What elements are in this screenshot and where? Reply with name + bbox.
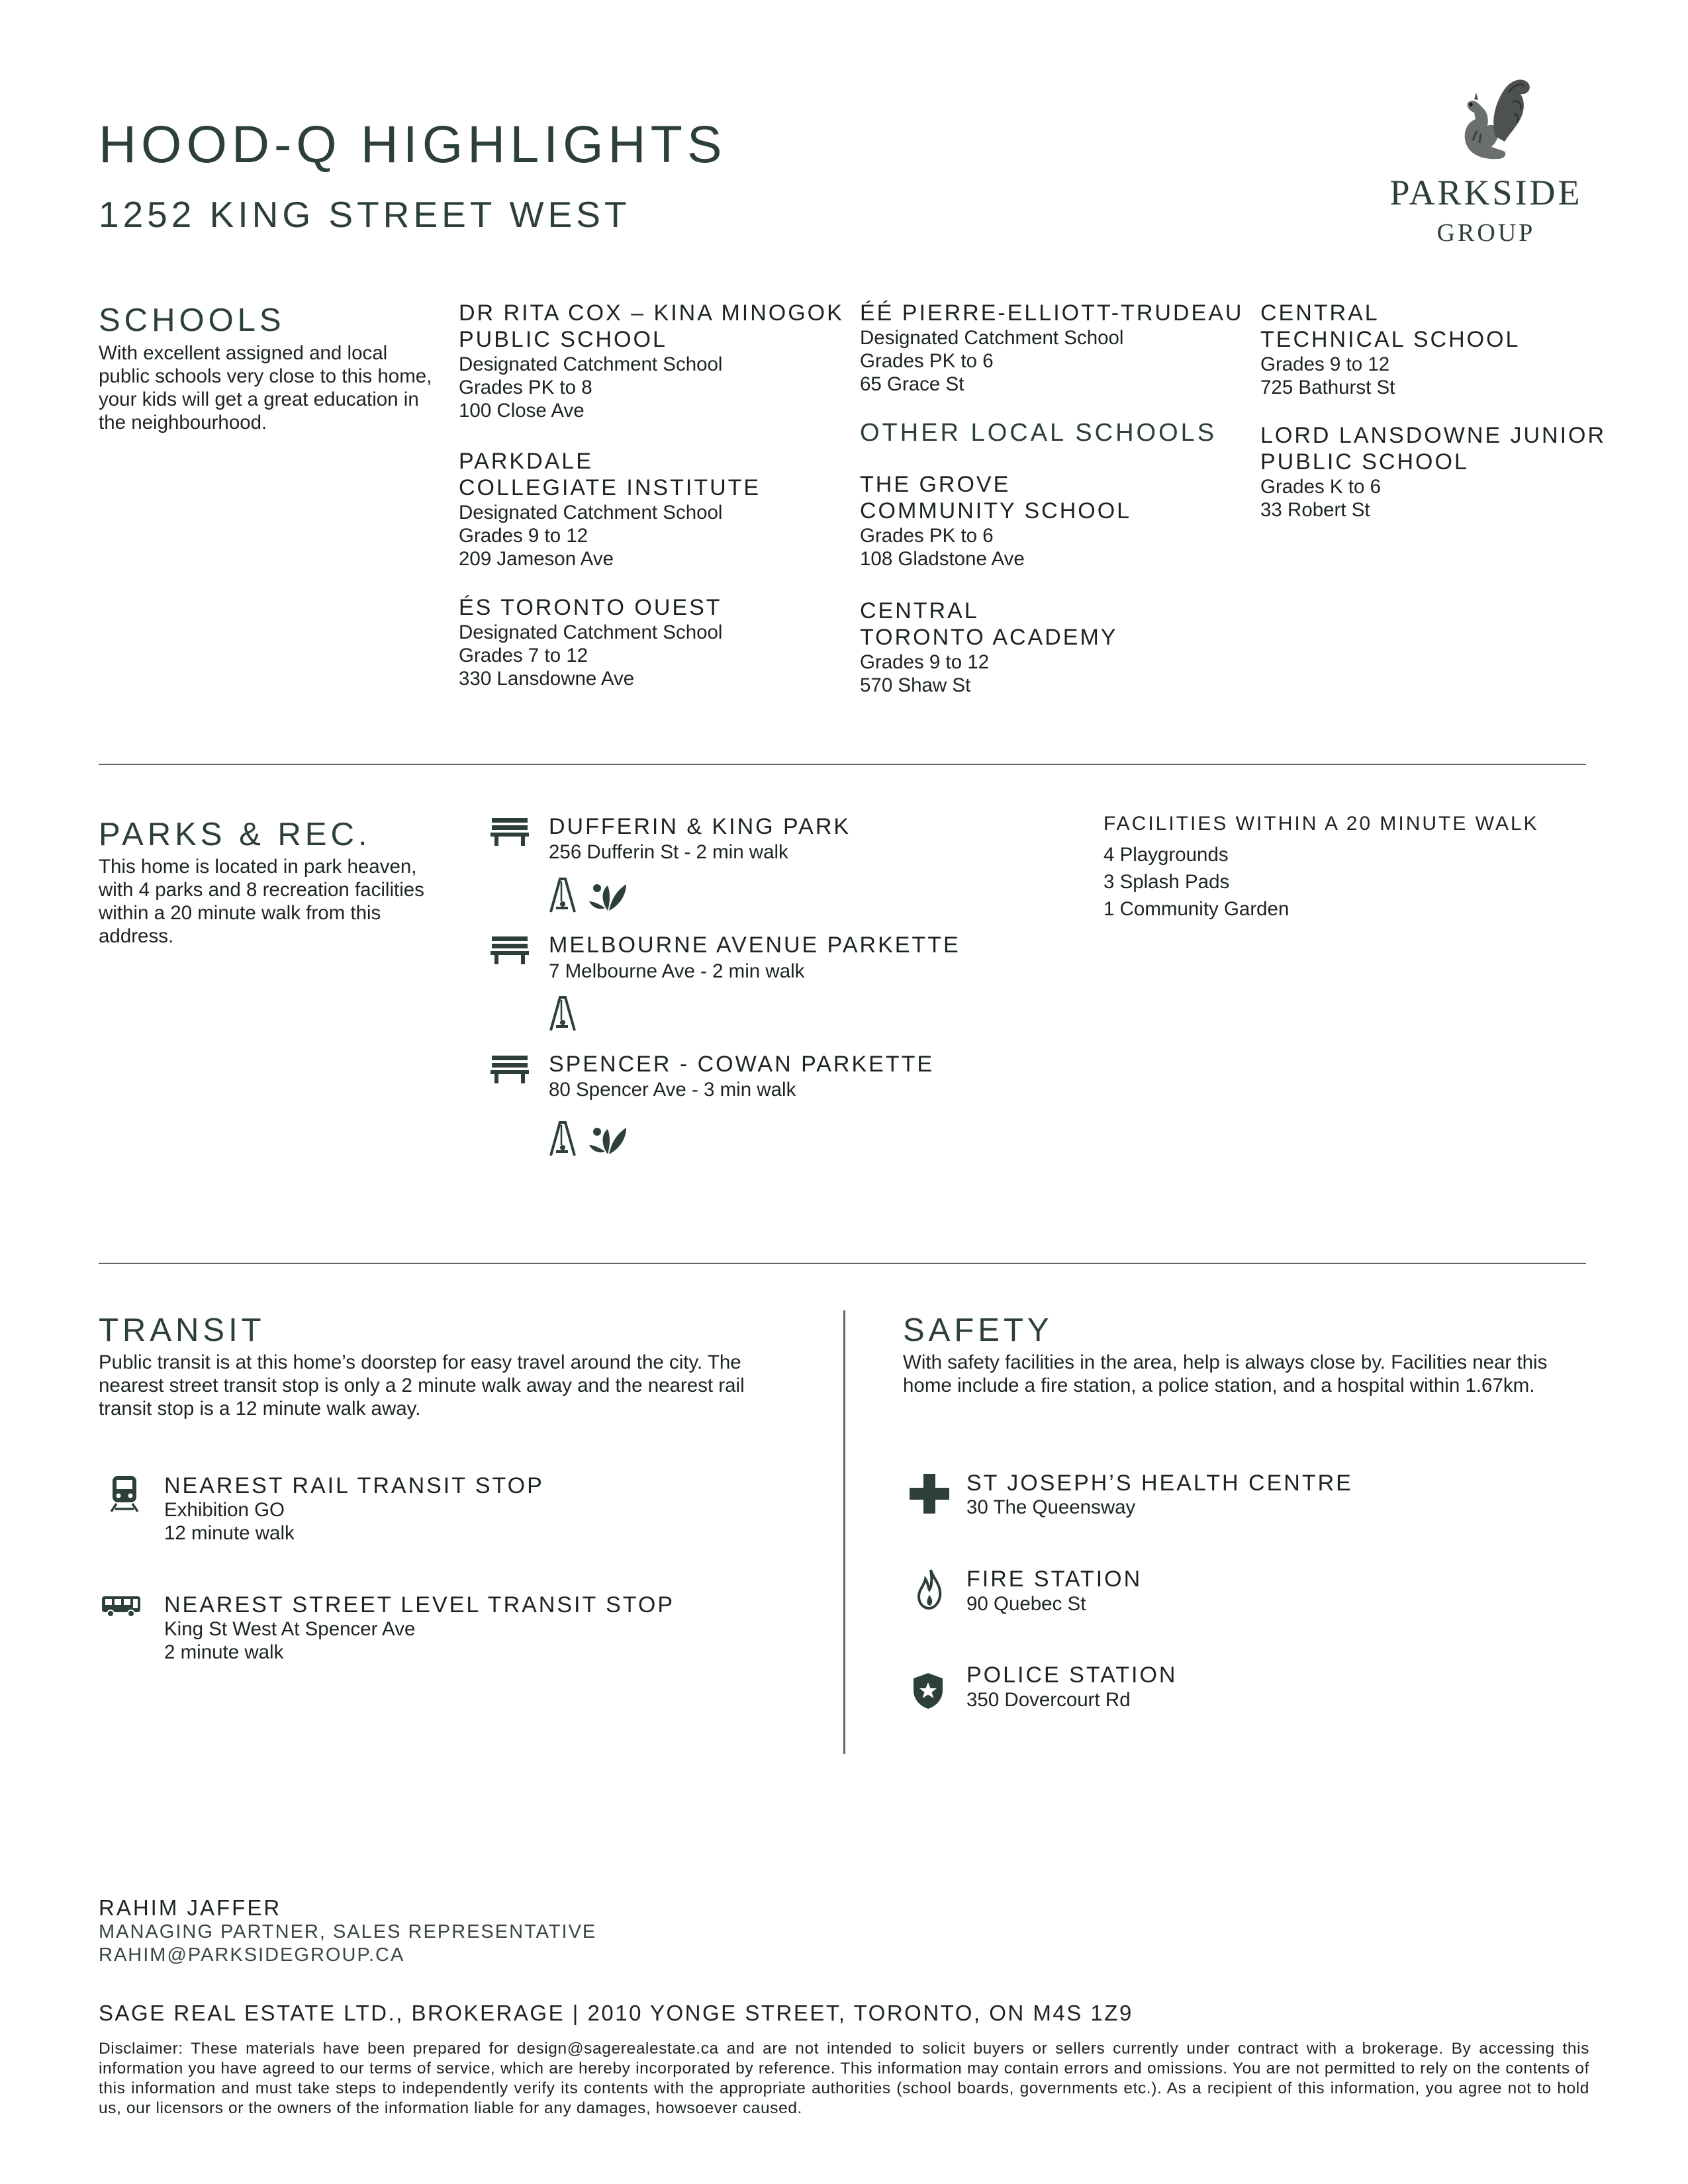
school-grades: Grades 9 to 12	[459, 525, 588, 547]
school-entry	[459, 594, 856, 690]
street-transit-stop: King St West At Spencer Ave	[164, 1618, 416, 1640]
school-name: PARKDALE	[459, 449, 593, 474]
school-address: 65 Grace St	[860, 373, 964, 395]
school-name: ÉS TORONTO OUEST	[459, 595, 722, 620]
school-type: Designated Catchment School	[860, 327, 1124, 349]
park-detail: 7 Melbourne Ave - 2 min walk	[549, 960, 805, 982]
column-divider	[843, 1310, 845, 1754]
school-address: 33 Robert St	[1260, 499, 1370, 521]
section-divider	[99, 764, 1586, 765]
property-address: 1252 KING STREET WEST	[99, 194, 631, 235]
medical-cross-icon	[910, 1474, 949, 1514]
logo-wordmark: PARKSIDE	[1389, 173, 1583, 212]
school-entry	[1260, 422, 1658, 522]
park-bench-icon	[491, 1054, 529, 1085]
school-grades: Grades PK to 6	[860, 350, 994, 372]
school-name: COMMUNITY SCHOOL	[860, 498, 1132, 523]
other-schools-title: OTHER LOCAL SCHOOLS	[860, 419, 1217, 447]
park-bench-icon	[491, 935, 529, 966]
section-divider	[99, 1263, 1586, 1264]
school-name: ÉÉ PIERRE-ELLIOTT-TRUDEAU	[860, 300, 1244, 326]
school-grades: Grades 7 to 12	[459, 645, 588, 666]
school-address: 209 Jameson Ave	[459, 548, 614, 570]
school-entry	[459, 300, 856, 422]
street-transit-title: NEAREST STREET LEVEL TRANSIT STOP	[164, 1592, 675, 1617]
facility-item: 3 Splash Pads	[1103, 871, 1230, 893]
splash-pad-icon	[588, 875, 629, 912]
playground-swing-icon	[547, 1120, 579, 1157]
school-entry	[860, 598, 1257, 697]
school-grades: Grades 9 to 12	[1260, 353, 1390, 375]
school-name: CENTRAL	[860, 598, 979, 623]
school-name: TORONTO ACADEMY	[860, 625, 1118, 650]
school-entry	[459, 448, 856, 570]
squirrel-logo-icon	[1440, 73, 1532, 162]
transit-intro: Public transit is at this home’s doorstep for easy travel around the city. The nearest street transit stop is only a 2 minute walk away and the nearest rail transit stop is a 12 minute walk away.	[99, 1351, 745, 1420]
school-name: LORD LANSDOWNE JUNIOR	[1260, 423, 1607, 448]
parks-section-title: PARKS & REC.	[99, 817, 371, 852]
school-name: CENTRAL	[1260, 300, 1380, 326]
schools-intro: With excellent assigned and local public schools very close to this home, your kids will get a great education in the neighbourhood.	[99, 342, 432, 433]
school-entry	[860, 471, 1257, 570]
police-shield-icon	[912, 1672, 944, 1710]
safety-intro: With safety facilities in the area, help is always close by. Facilities near this home include a fire station, a police station, and a hospital within 1.67km.	[903, 1351, 1548, 1396]
school-grades: Grades PK to 8	[459, 377, 592, 398]
school-name: PUBLIC SCHOOL	[1260, 449, 1469, 475]
brokerage-line: SAGE REAL ESTATE LTD., BROKERAGE | 2010 YONGE STREET, TORONTO, ON M4S 1Z9	[99, 2001, 1133, 2025]
splash-pad-icon	[588, 1118, 629, 1156]
school-entry	[860, 300, 1257, 396]
agent-name: RAHIM JAFFER	[99, 1895, 282, 1920]
rail-transit-stop: Exhibition GO	[164, 1499, 285, 1521]
logo-subtitle: GROUP	[1436, 219, 1536, 247]
playground-swing-icon	[547, 995, 579, 1032]
school-entry	[1260, 300, 1631, 399]
fire-icon	[917, 1569, 943, 1610]
rail-transit-title: NEAREST RAIL TRANSIT STOP	[164, 1473, 544, 1498]
school-grades: Grades PK to 6	[860, 525, 994, 547]
park-name: DUFFERIN & KING PARK	[549, 814, 851, 839]
school-name: COLLEGIATE INSTITUTE	[459, 475, 761, 500]
train-icon	[110, 1475, 139, 1513]
agent-role: MANAGING PARTNER, SALES REPRESENTATIVE	[99, 1921, 597, 1942]
school-grades: Grades K to 6	[1260, 476, 1382, 498]
school-type: Designated Catchment School	[459, 621, 723, 643]
schools-section-title: SCHOOLS	[99, 302, 285, 338]
park-name: SPENCER - COWAN PARKETTE	[549, 1052, 935, 1077]
facility-item: 4 Playgrounds	[1103, 844, 1229, 866]
school-address: 570 Shaw St	[860, 674, 971, 696]
bus-icon	[101, 1595, 142, 1617]
transit-section-title: TRANSIT	[99, 1312, 265, 1348]
school-address: 100 Close Ave	[459, 400, 585, 422]
safety-section-title: SAFETY	[903, 1312, 1053, 1348]
safety-facility-address: 30 The Queensway	[966, 1496, 1136, 1518]
parks-intro: This home is located in park heaven, with 4 parks and 8 recreation facilities within a 20 minute walk from this address.	[99, 856, 424, 947]
disclaimer-text: Disclaimer: These materials have been prepared for design@sagerealestate.ca and are not intended to solicit buyers or sellers currently under contract with a brokerage. By accessing this information you have agreed to our terms of service, which are hereby incorporated by reference. This information may contain errors and omissions. You are not permitted to rely on the contents of this information and must take steps to independently verify its contents with the appropriate authorities (school boards, governments etc.). As a recipient of this information, you agree not to hold us, our licensors or the owners of the information liable for any damages, howsoever caused.	[99, 2040, 1589, 2117]
school-name: TECHNICAL SCHOOL	[1260, 327, 1521, 352]
park-detail: 256 Dufferin St - 2 min walk	[549, 841, 788, 863]
school-name: PUBLIC SCHOOL	[459, 327, 667, 352]
school-type: Designated Catchment School	[459, 353, 723, 375]
safety-facility-name: POLICE STATION	[966, 1662, 1178, 1688]
school-address: 725 Bathurst St	[1260, 377, 1395, 398]
page-title: HOOD-Q HIGHLIGHTS	[99, 114, 727, 173]
park-name: MELBOURNE AVENUE PARKETTE	[549, 933, 961, 958]
playground-swing-icon	[547, 876, 579, 913]
safety-facility-name: ST JOSEPH’S HEALTH CENTRE	[966, 1471, 1353, 1496]
facilities-title: FACILITIES WITHIN A 20 MINUTE WALK	[1103, 813, 1539, 835]
agent-email[interactable]: RAHIM@PARKSIDEGROUP.CA	[99, 1944, 405, 1966]
school-type: Designated Catchment School	[459, 502, 723, 523]
street-transit-walk: 2 minute walk	[164, 1641, 284, 1663]
school-grades: Grades 9 to 12	[860, 651, 990, 673]
rail-transit-walk: 12 minute walk	[164, 1522, 295, 1544]
safety-facility-address: 90 Quebec St	[966, 1593, 1086, 1615]
facility-item: 1 Community Garden	[1103, 898, 1289, 920]
park-detail: 80 Spencer Ave - 3 min walk	[549, 1079, 796, 1101]
school-address: 330 Lansdowne Ave	[459, 668, 635, 690]
school-address: 108 Gladstone Ave	[860, 548, 1025, 570]
safety-facility-address: 350 Dovercourt Rd	[966, 1689, 1131, 1711]
school-name: DR RITA COX – KINA MINOGOK	[459, 300, 844, 326]
safety-facility-name: FIRE STATION	[966, 1567, 1143, 1592]
school-name: THE GROVE	[860, 472, 1011, 497]
park-bench-icon	[491, 817, 529, 847]
parkside-logo	[1377, 73, 1595, 251]
